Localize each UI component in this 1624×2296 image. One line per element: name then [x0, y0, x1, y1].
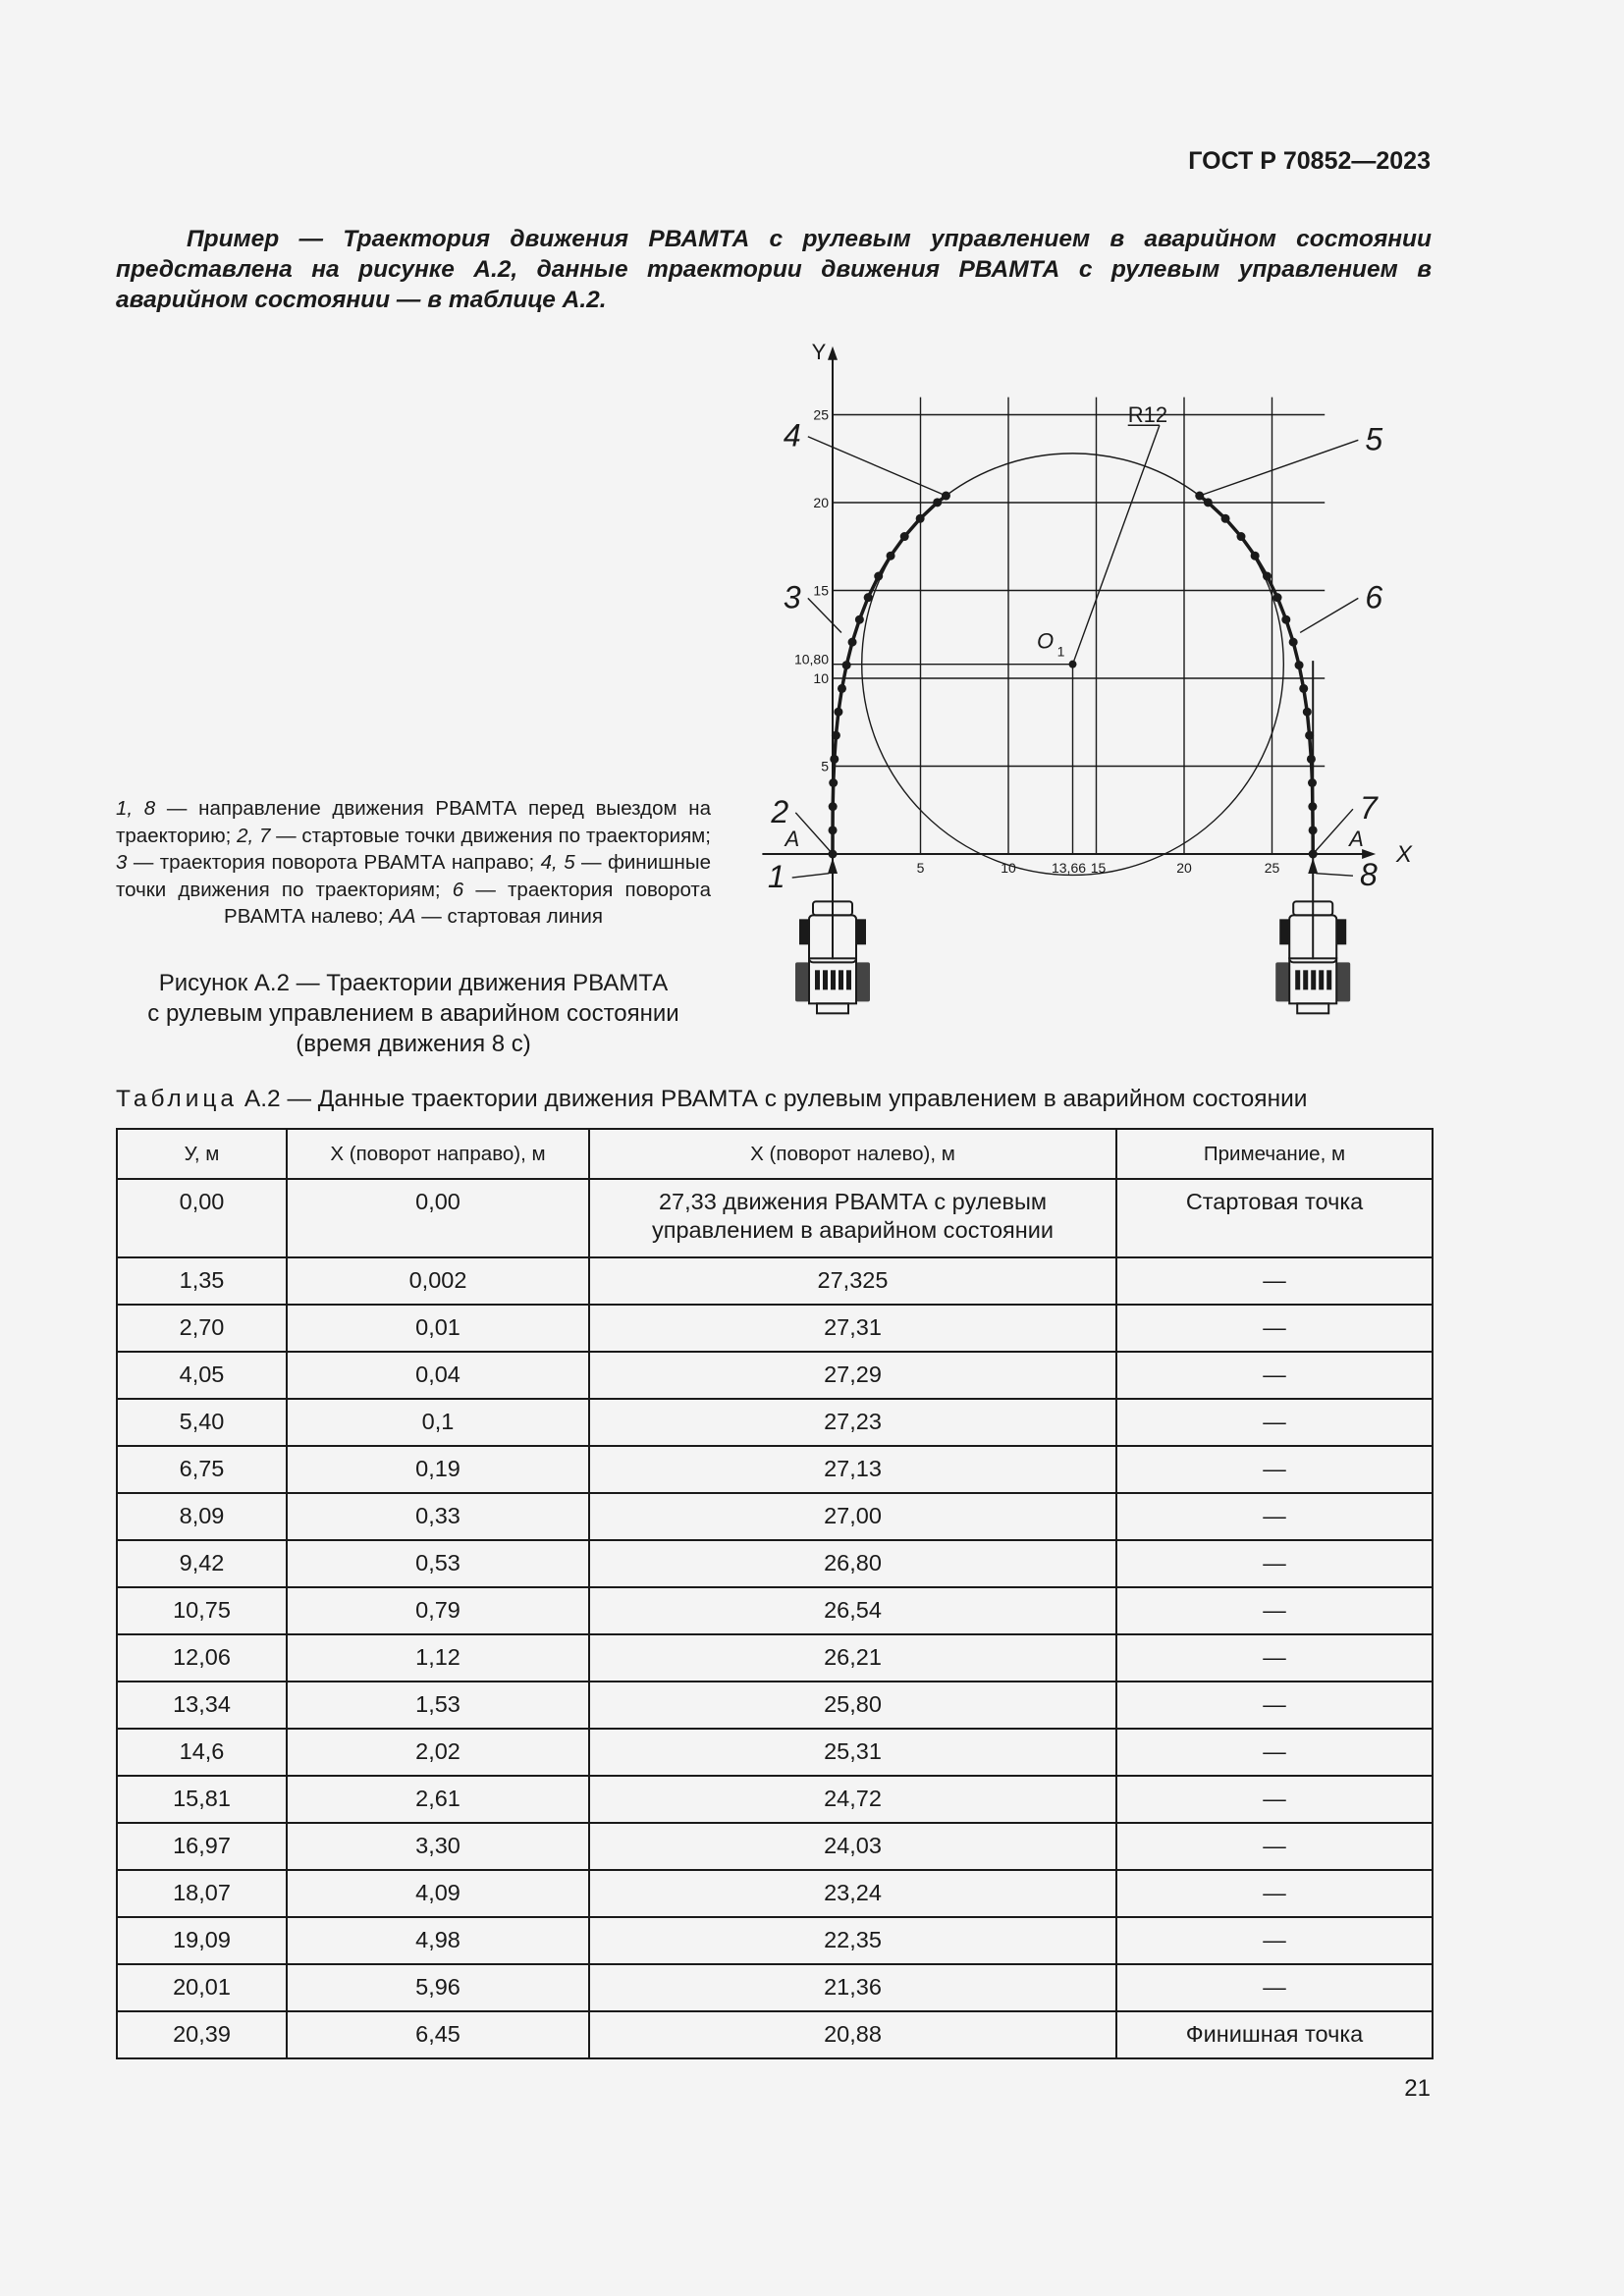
trajectory-point — [916, 514, 925, 523]
table-cell: 0,1 — [287, 1399, 589, 1446]
trajectory-point — [874, 572, 883, 581]
trajectory-point — [1295, 661, 1304, 669]
trajectory-point — [832, 731, 840, 740]
table-cell: 21,36 — [589, 1964, 1116, 2011]
table-cell: — — [1116, 1682, 1433, 1729]
table-cell: 12,06 — [117, 1634, 287, 1682]
table-cell: 27,23 — [589, 1399, 1116, 1446]
table-row — [117, 1682, 1433, 1729]
table-cell: 4,09 — [287, 1870, 589, 1917]
callout-leader — [808, 598, 841, 632]
x-tick-label: 10 — [1001, 860, 1016, 876]
y-axis-label: Y — [811, 340, 827, 365]
start-line-label: A — [785, 827, 800, 851]
table-cell: 2,02 — [287, 1729, 589, 1776]
x-tick-label: 13,66 — [1051, 860, 1087, 876]
legend-text: — стартовая линия — [415, 905, 603, 928]
legend-num: АА — [389, 905, 416, 928]
x-tick-label: 15 — [1090, 860, 1107, 876]
page-number: 21 — [1404, 2075, 1431, 2102]
table-cell: 24,03 — [589, 1823, 1116, 1870]
y-tick-label: 20 — [813, 495, 829, 510]
trajectory-point — [829, 826, 838, 834]
callout-leader — [795, 813, 833, 854]
table-row — [117, 1352, 1433, 1399]
legend-num: 2, 7 — [237, 824, 271, 847]
table-cell: Стартовая точка — [1116, 1179, 1433, 1257]
table-row — [117, 1399, 1433, 1446]
table-cell: 27,13 — [589, 1446, 1116, 1493]
caption-line: Рисунок А.2 — Траектории движения РВАМТА — [158, 970, 669, 996]
callout-leader — [792, 874, 830, 878]
table-cell: 25,31 — [589, 1729, 1116, 1776]
table-cell: 8,09 — [117, 1493, 287, 1540]
trajectory-point — [1204, 498, 1213, 507]
table-cell: 4,98 — [287, 1917, 589, 1964]
table-cell: — — [1116, 1729, 1433, 1776]
table-row — [117, 1179, 1433, 1257]
table-row — [117, 1917, 1433, 1964]
table-cell: 0,53 — [287, 1540, 589, 1587]
tractor-front-wheel — [856, 919, 866, 944]
callout-number: 4 — [783, 417, 801, 454]
x-tick-label: 25 — [1264, 860, 1280, 876]
callout-leader — [808, 437, 947, 496]
trajectory-point — [1299, 684, 1308, 693]
example-paragraph: Пример — Траектория движения РВАМТА с рулевым управлением в аварийном состоянии представлена на рисунке А.2, данные траектории движения РВАМТА с рулевым управлением в аварийном состоянии — в таблице А.2. — [116, 226, 1432, 313]
trajectory-figure — [746, 334, 1434, 1065]
table-cell: 4,05 — [117, 1352, 287, 1399]
trajectory-curve-left — [1200, 496, 1313, 854]
table-header-cell: Примечание, м — [1116, 1129, 1433, 1179]
document-code: ГОСТ Р 70852—2023 — [1188, 147, 1431, 175]
table-cell: 25,80 — [589, 1682, 1116, 1729]
callout-number: 5 — [1365, 421, 1383, 457]
table-cell: 13,34 — [117, 1682, 287, 1729]
tractor-rear-wheel — [795, 962, 809, 1001]
table-cell: 0,04 — [287, 1352, 589, 1399]
table-cell: — — [1116, 1917, 1433, 1964]
direction-arrow — [1308, 858, 1318, 874]
trajectory-point — [1273, 593, 1282, 602]
tractor-grill — [1295, 970, 1300, 989]
table-cell: 0,002 — [287, 1257, 589, 1305]
caption-line: с рулевым управлением в аварийном состоянии — [147, 1000, 679, 1027]
y-axis-arrow — [828, 347, 838, 360]
table-cell: — — [1116, 1870, 1433, 1917]
callout-leader — [1200, 440, 1359, 496]
radius-line — [1073, 425, 1160, 664]
table-cell: 23,24 — [589, 1870, 1116, 1917]
tractor-grill — [823, 970, 828, 989]
tractor-front-wheel — [1279, 919, 1289, 944]
table-cell: 22,35 — [589, 1917, 1116, 1964]
table-cell: 1,35 — [117, 1257, 287, 1305]
callout-number: 2 — [771, 793, 789, 829]
callout-number: 1 — [767, 859, 785, 895]
table-cell: 1,12 — [287, 1634, 589, 1682]
table-cell: — — [1116, 1446, 1433, 1493]
legend-num: 3 — [116, 851, 128, 874]
trajectory-point — [829, 778, 838, 787]
callout-leader — [1300, 598, 1358, 632]
legend-num: 6 — [452, 878, 464, 901]
trajectory-point — [864, 593, 873, 602]
table-row — [117, 1964, 1433, 2011]
callout-number: 3 — [783, 579, 801, 615]
trajectory-point — [900, 532, 909, 541]
table-cell: 6,75 — [117, 1446, 287, 1493]
table-cell: 24,72 — [589, 1776, 1116, 1823]
table-cell: — — [1116, 1823, 1433, 1870]
table-row — [117, 2011, 1433, 2058]
trajectory-point — [933, 498, 942, 507]
table-cell: — — [1116, 1399, 1433, 1446]
x-tick-label: 20 — [1176, 860, 1192, 876]
trajectory-curve-right — [833, 496, 946, 854]
table-cell: 0,00 — [117, 1179, 287, 1257]
tractor-hitch — [817, 1003, 848, 1013]
table-cell: 10,75 — [117, 1587, 287, 1634]
table-cell: 5,96 — [287, 1964, 589, 2011]
table-row — [117, 1729, 1433, 1776]
tractor-grill — [846, 970, 851, 989]
table-cell: 2,70 — [117, 1305, 287, 1352]
center-label: O — [1036, 628, 1055, 654]
tractor-rear-wheel — [1336, 962, 1350, 1001]
trajectory-point — [1236, 532, 1245, 541]
trajectory-point — [887, 552, 895, 561]
tractor-grill — [1303, 970, 1308, 989]
table-cell: 1,53 — [287, 1682, 589, 1729]
table-cell: 9,42 — [117, 1540, 287, 1587]
table-row — [117, 1634, 1433, 1682]
table-cell: 6,45 — [287, 2011, 589, 2058]
table-row — [117, 1493, 1433, 1540]
figure-legend — [116, 795, 711, 931]
trajectory-point — [829, 802, 838, 811]
trajectory-point — [834, 708, 842, 717]
table-cell: 27,29 — [589, 1352, 1116, 1399]
tractor-hitch — [1297, 1003, 1328, 1013]
legend-num: 4, 5 — [540, 851, 575, 874]
table-cell: Финишная точка — [1116, 2011, 1433, 2058]
table-cell: 0,79 — [287, 1587, 589, 1634]
table-cell: 20,01 — [117, 1964, 287, 2011]
trajectory-point — [1289, 638, 1298, 647]
y-tick-label: 10 — [813, 670, 829, 686]
trajectory-point — [1221, 514, 1230, 523]
table-cell: 18,07 — [117, 1870, 287, 1917]
start-line-label: A — [1349, 827, 1364, 851]
tractor-grill — [815, 970, 820, 989]
trajectory-point — [942, 492, 950, 501]
trajectory-point — [855, 615, 864, 624]
table-cell: 0,33 — [287, 1493, 589, 1540]
y-tick-label: 10,80 — [793, 651, 829, 667]
trajectory-point — [1263, 572, 1272, 581]
table-row — [117, 1540, 1433, 1587]
tractor-grill — [1311, 970, 1316, 989]
legend-num: 1, 8 — [116, 797, 156, 820]
trajectory-point — [830, 755, 839, 764]
table-cell: — — [1116, 1352, 1433, 1399]
y-tick-label: 15 — [813, 582, 829, 599]
table-cell: 27,00 — [589, 1493, 1116, 1540]
trajectory-point — [838, 684, 846, 693]
callout-number: 6 — [1365, 579, 1383, 615]
table-cell: 27,31 — [589, 1305, 1116, 1352]
table-cell: 5,40 — [117, 1399, 287, 1446]
table-row — [117, 1870, 1433, 1917]
table-row — [117, 1257, 1433, 1305]
table-row — [117, 1823, 1433, 1870]
table-row — [117, 1446, 1433, 1493]
figure-caption — [116, 968, 711, 1059]
tractor-grill — [831, 970, 836, 989]
table-row — [117, 1305, 1433, 1352]
trajectory-point — [1251, 552, 1260, 561]
table-cell: 14,6 — [117, 1729, 287, 1776]
table-cell: — — [1116, 1587, 1433, 1634]
trajectory-point — [1195, 492, 1204, 501]
table-header-cell: У, м — [117, 1129, 287, 1179]
table-cell: — — [1116, 1493, 1433, 1540]
table-cell: 0,01 — [287, 1305, 589, 1352]
trajectory-point — [1281, 615, 1290, 624]
tractor-front-wheel — [1336, 919, 1346, 944]
trajectory-point — [1307, 755, 1316, 764]
legend-text: — финишные точки движения по траекториям; — [116, 851, 711, 901]
table-cell: 27,325 — [589, 1257, 1116, 1305]
table-cell: 26,54 — [589, 1587, 1116, 1634]
table-header-cell: X (поворот налево), м — [589, 1129, 1116, 1179]
table-cell: — — [1116, 1964, 1433, 2011]
table-cell: 0,00 — [287, 1179, 589, 1257]
table-row — [117, 1776, 1433, 1823]
legend-text: — траектория поворота РВАМТА направо; — [127, 851, 541, 874]
table-cell: 3,30 — [287, 1823, 589, 1870]
table-header-cell: X (поворот направо), м — [287, 1129, 589, 1179]
table-cell: 15,81 — [117, 1776, 287, 1823]
y-tick-label: 25 — [813, 406, 829, 423]
center-label-subscript: 1 — [1056, 643, 1065, 660]
table-cell: 20,39 — [117, 2011, 287, 2058]
x-tick-label: 5 — [916, 860, 925, 876]
caption-line: (время движения 8 с) — [296, 1031, 531, 1057]
tractor-front-wheel — [799, 919, 809, 944]
table-cell: 0,19 — [287, 1446, 589, 1493]
tractor-grill — [1326, 970, 1331, 989]
table-title — [116, 1086, 1307, 1113]
table-cell: 26,21 — [589, 1634, 1116, 1682]
tractor-rear-wheel — [1275, 962, 1289, 1001]
callout-leader — [1313, 809, 1353, 854]
legend-text: — траектория поворота РВАМТА налево; — [224, 878, 711, 928]
table-cell: — — [1116, 1540, 1433, 1587]
callout-leader — [1316, 874, 1353, 877]
tractor-grill — [1319, 970, 1324, 989]
table-row — [117, 1587, 1433, 1634]
trajectory-point — [1303, 708, 1312, 717]
table-cell: 19,09 — [117, 1917, 287, 1964]
table-cell: — — [1116, 1634, 1433, 1682]
table-cell: 2,61 — [287, 1776, 589, 1823]
table-cell: — — [1116, 1776, 1433, 1823]
trajectory-point — [842, 661, 851, 669]
legend-text: — стартовые точки движения по траекториям; — [270, 824, 711, 847]
table-header-row — [117, 1129, 1433, 1179]
tractor-grill — [839, 970, 843, 989]
y-tick-label: 5 — [821, 758, 829, 774]
trajectory-point — [848, 638, 857, 647]
table-title-word: Таблица — [116, 1086, 239, 1112]
table-title-rest: А.2 — Данные траектории движения РВАМТА с рулевым управлением в аварийном состоянии — [238, 1086, 1308, 1112]
radius-label: R12 — [1127, 402, 1168, 428]
table-cell: 26,80 — [589, 1540, 1116, 1587]
table-cell: — — [1116, 1305, 1433, 1352]
direction-arrow — [828, 858, 838, 874]
trajectory-diagram — [746, 334, 1434, 1060]
table-cell: 27,33 движения РВАМТА с рулевым управлением в аварийном состоянии — [589, 1179, 1116, 1257]
trajectory-table — [116, 1128, 1434, 2059]
tractor-rear-wheel — [856, 962, 870, 1001]
table-cell: — — [1116, 1257, 1433, 1305]
legend-text: — направление движения РВАМТА перед выездом на траекторию; — [116, 797, 711, 847]
table-cell: 16,97 — [117, 1823, 287, 1870]
callout-number: 7 — [1360, 790, 1378, 827]
x-axis-label: X — [1395, 841, 1412, 868]
callout-number: 8 — [1360, 857, 1378, 893]
table-cell: 20,88 — [589, 2011, 1116, 2058]
